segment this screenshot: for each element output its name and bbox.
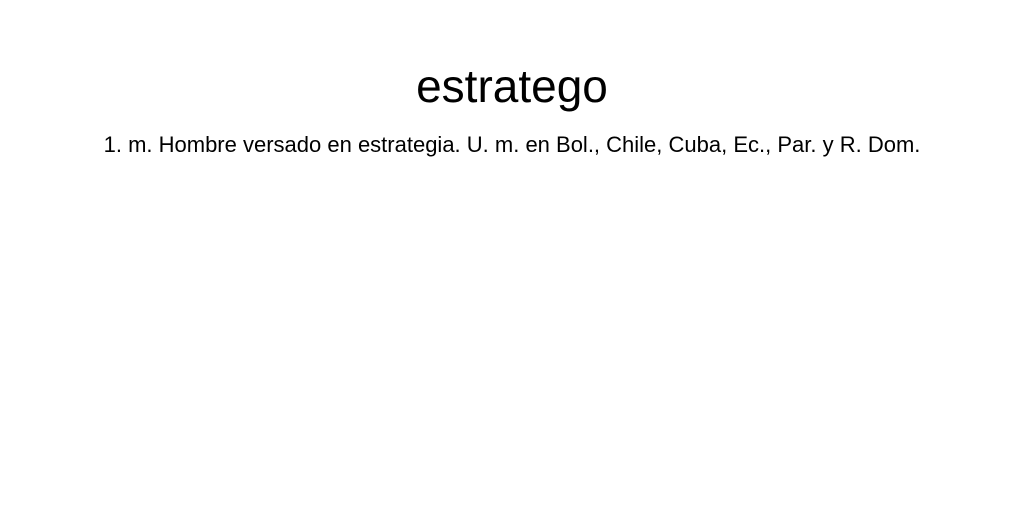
dictionary-entry — [0, 0, 1024, 164]
entry-headword: estratego — [416, 60, 608, 112]
entry-definition: 1. m. Hombre versado en estrategia. U. m. en Bol., Chile, Cuba, Ec., Par. y R. Dom. — [103, 132, 921, 157]
